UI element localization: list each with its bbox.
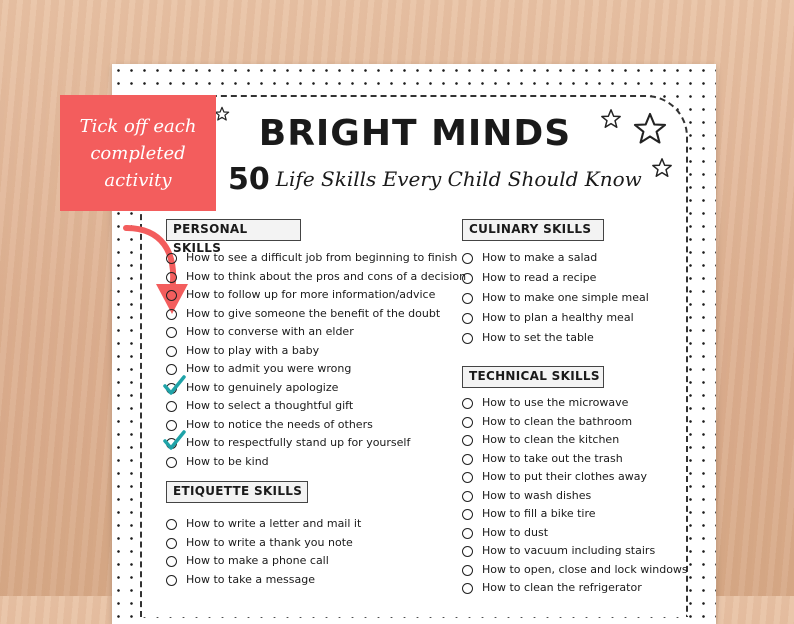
star-icon (214, 106, 230, 122)
checklist-item[interactable] (462, 525, 688, 544)
checklist-item-label: How to play with a baby (186, 343, 320, 357)
checklist-item[interactable] (166, 572, 361, 591)
checklist-item-label: How to wash dishes (482, 488, 592, 502)
checkbox-circle[interactable] (462, 273, 473, 284)
checklist-item[interactable] (166, 380, 466, 399)
checklist-item-label: How to select a thoughtful gift (186, 399, 354, 412)
checkbox-circle[interactable] (462, 398, 473, 409)
checkbox-circle[interactable] (166, 346, 177, 357)
checklist-item-label: How to clean the kitchen (482, 433, 620, 446)
checkbox-circle[interactable] (462, 253, 473, 264)
checklist-item-label: How to vacuum including stairs (482, 544, 656, 557)
subtitle-number: 50 (228, 162, 270, 197)
star-icon (632, 111, 668, 147)
checkmark-icon (162, 374, 186, 396)
checklist-item-label: How to fill a bike tire (482, 507, 596, 520)
checkbox-circle[interactable] (462, 509, 473, 520)
checklist-item[interactable] (462, 506, 688, 525)
checklist-item-label: How to dust (482, 525, 549, 539)
section-heading-personal: PERSONAL SKILLS (166, 219, 301, 241)
checkbox-circle[interactable] (166, 538, 177, 549)
checklist-item[interactable] (462, 488, 688, 507)
checkbox-circle[interactable] (166, 575, 177, 586)
checkbox-circle[interactable] (462, 313, 473, 324)
checkbox-circle[interactable] (462, 293, 473, 304)
technical-skills-list (462, 395, 688, 599)
checklist-item-label: How to take a message (186, 572, 316, 586)
checklist-item[interactable] (462, 290, 649, 310)
checklist-item[interactable] (166, 269, 466, 288)
checkbox-circle[interactable] (166, 401, 177, 412)
checklist-item-label: How to clean the refrigerator (482, 581, 642, 594)
checkbox-circle[interactable] (166, 290, 177, 301)
checklist-item-label: How to follow up for more information/advice (186, 288, 436, 301)
checklist-item-label: How to use the microwave (482, 396, 629, 409)
checklist-item[interactable] (166, 535, 361, 554)
etiquette-skills-list (166, 516, 361, 590)
checklist-item-label: How to admit you were wrong (186, 362, 352, 375)
checkbox-circle[interactable] (462, 565, 473, 576)
checklist-item-label: How to genuinely apologize (186, 380, 339, 394)
checklist-item[interactable] (462, 270, 649, 290)
checklist-item-label: How to put their clothes away (482, 470, 648, 483)
checklist-item[interactable] (166, 306, 466, 325)
checklist-item[interactable] (166, 454, 466, 473)
checklist-item-label: How to respectfully stand up for yourself (186, 436, 411, 449)
checklist-item[interactable] (462, 451, 688, 470)
checklist-item[interactable] (166, 553, 361, 572)
section-heading-technical: TECHNICAL SKILLS (462, 366, 604, 388)
checkbox-circle[interactable] (166, 272, 177, 283)
checklist-item[interactable] (166, 516, 361, 535)
checklist-item[interactable] (462, 562, 688, 581)
checklist-item-label: How to make a phone call (186, 554, 329, 567)
checklist-item-label: How to plan a healthy meal (482, 311, 634, 324)
checklist-item[interactable] (166, 287, 466, 306)
checklist-item[interactable] (166, 361, 466, 380)
checklist-item-label: How to make a salad (482, 251, 598, 264)
checklist-item-label: How to make one simple meal (482, 291, 649, 304)
checklist-item[interactable] (166, 324, 466, 343)
checklist-item[interactable] (462, 330, 649, 350)
checkbox-circle[interactable] (462, 472, 473, 483)
checklist-item-label: How to give someone the benefit of the doubt (186, 306, 441, 320)
checkbox-circle[interactable] (462, 528, 473, 539)
checkbox-circle[interactable] (166, 327, 177, 338)
checkbox-circle[interactable] (462, 583, 473, 594)
checklist-item[interactable] (462, 432, 688, 451)
checkbox-circle[interactable] (462, 435, 473, 446)
instruction-callout (60, 95, 216, 211)
checklist-item-label: How to clean the bathroom (482, 414, 633, 428)
section-heading-etiquette: ETIQUETTE SKILLS (166, 481, 308, 503)
checklist-item[interactable] (462, 543, 688, 562)
checkbox-circle[interactable] (462, 417, 473, 428)
checkbox-circle[interactable] (462, 491, 473, 502)
checklist-item[interactable] (166, 250, 466, 269)
personal-skills-list (166, 250, 466, 472)
checklist-item-label: How to write a letter and mail it (186, 517, 362, 530)
subtitle-text: Life Skills Every Child Should Know (275, 167, 642, 191)
checklist-item-label: How to take out the trash (482, 451, 623, 465)
checklist-item[interactable] (166, 435, 466, 454)
section-heading-culinary: CULINARY SKILLS (462, 219, 604, 241)
checklist-item-label: How to set the table (482, 331, 594, 344)
checklist-item[interactable] (166, 398, 466, 417)
checkbox-circle[interactable] (166, 309, 177, 320)
checklist-item-label: How to see a difficult job from beginning to finish (186, 251, 458, 264)
checkbox-circle[interactable] (166, 253, 177, 264)
checkbox-circle[interactable] (166, 519, 177, 530)
checkmark-icon (162, 429, 186, 451)
checklist-item[interactable] (462, 250, 649, 270)
culinary-skills-list (462, 250, 649, 350)
page-subtitle (228, 162, 642, 197)
checklist-item-label: How to be kind (186, 454, 269, 468)
checkbox-circle[interactable] (462, 546, 473, 557)
checklist-item-label: How to open, close and lock windows (482, 562, 688, 576)
checklist-item-label: How to read a recipe (482, 271, 597, 284)
checklist-item[interactable] (462, 310, 649, 330)
checkbox-circle[interactable] (166, 556, 177, 567)
checkbox-circle[interactable] (166, 457, 177, 468)
checklist-item[interactable] (462, 469, 688, 488)
checklist-item[interactable] (462, 414, 688, 433)
callout-text: Tick off each completed activity (79, 115, 197, 191)
checkbox-circle[interactable] (462, 333, 473, 344)
star-icon (600, 108, 622, 130)
checklist-item[interactable] (462, 395, 688, 414)
checklist-item-label: How to think about the pros and cons of a decision (186, 269, 467, 283)
page-title: BRIGHT MINDS (258, 113, 572, 154)
checklist-item-label: How to converse with an elder (186, 325, 354, 338)
checkbox-circle[interactable] (462, 454, 473, 465)
star-icon (651, 157, 673, 179)
checklist-item-label: How to notice the needs of others (186, 417, 373, 431)
checklist-item-label: How to write a thank you note (186, 535, 353, 549)
checklist-item[interactable] (166, 343, 466, 362)
checklist-item[interactable] (166, 417, 466, 436)
